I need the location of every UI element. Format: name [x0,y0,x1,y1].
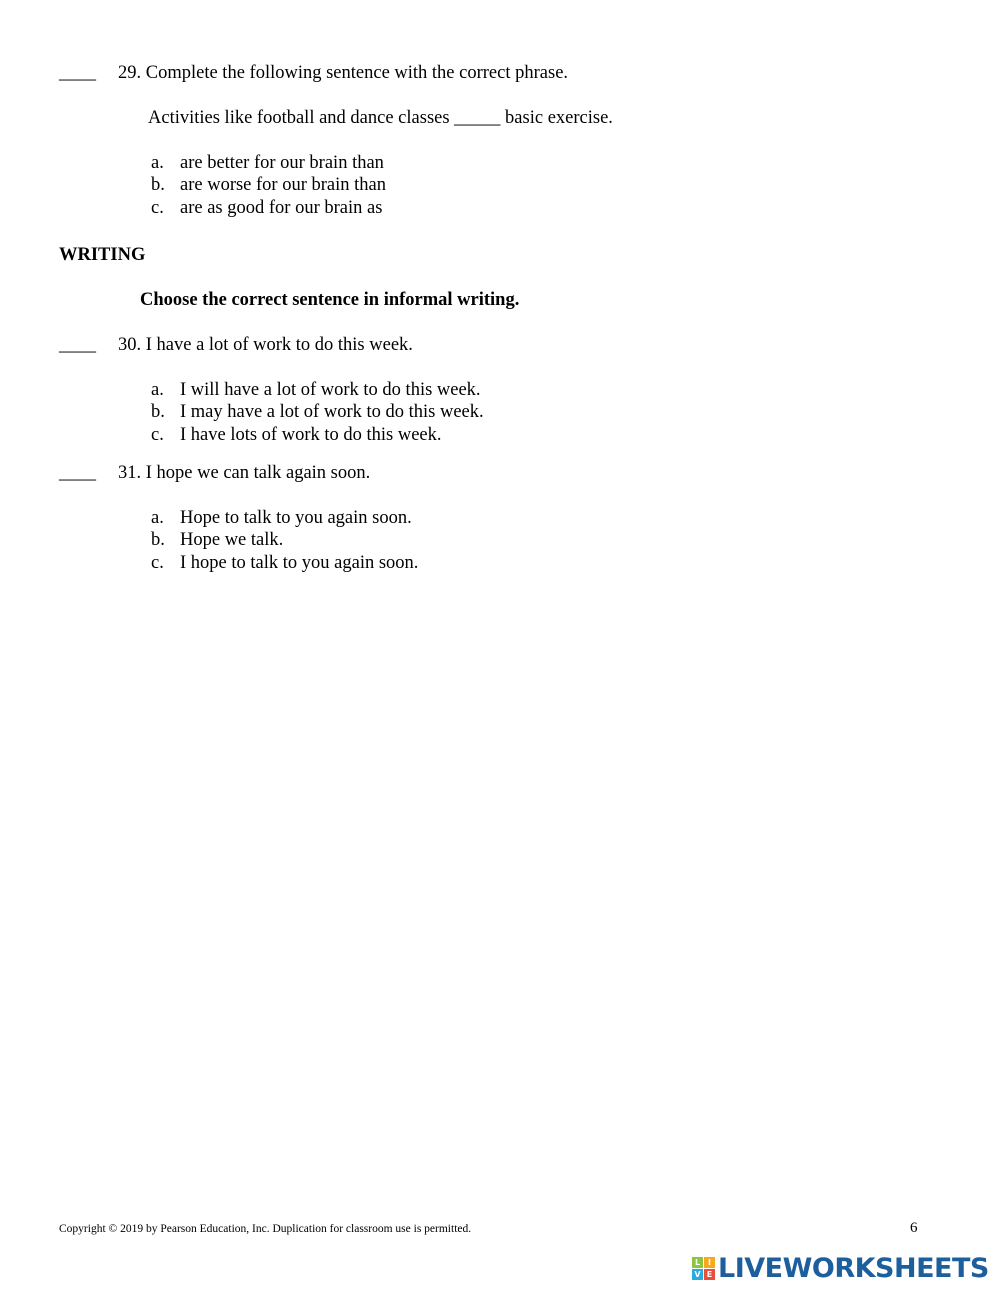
page-number: 6 [910,1220,918,1236]
question-29-sentence: Activities like football and dance classes _____ basic exercise. [148,108,613,128]
answer-blank-30[interactable]: ____ [59,335,96,355]
question-30-stem: 30. I have a lot of work to do this week. [118,335,413,355]
option-letter: c. [151,425,164,445]
logo-cubes-icon [692,1257,716,1281]
option-text: are as good for our brain as [180,198,383,218]
answer-blank-31[interactable]: ____ [59,463,96,483]
option-letter: c. [151,553,164,573]
section-heading: WRITING [59,245,146,265]
option-text: Hope we talk. [180,530,284,550]
liveworksheets-logo [692,1252,989,1286]
option-text: Hope to talk to you again soon. [180,508,412,528]
answer-blank-29[interactable]: ____ [59,63,96,83]
section-instruction: Choose the correct sentence in informal writing. [140,290,520,310]
option-text: are worse for our brain than [180,175,386,195]
option-text: I have lots of work to do this week. [180,425,442,445]
option-text: are better for our brain than [180,153,384,173]
option-letter: a. [151,153,164,173]
option-letter: b. [151,402,165,422]
logo-text: LIVEWORKSHEETS [718,1253,989,1284]
copyright-notice: Copyright © 2019 by Pearson Education, Inc. Duplication for classroom use is permitted. [59,1223,472,1235]
logo-cube: I [704,1257,715,1268]
logo-cube: V [692,1269,703,1280]
option-letter: b. [151,175,165,195]
logo-cube: E [704,1269,715,1280]
option-text: I will have a lot of work to do this week. [180,380,481,400]
option-letter: a. [151,380,164,400]
option-text: I hope to talk to you again soon. [180,553,419,573]
option-letter: c. [151,198,164,218]
option-text: I may have a lot of work to do this week. [180,402,484,422]
question-29-stem: 29. Complete the following sentence with the correct phrase. [118,63,569,83]
logo-cube: L [692,1257,703,1268]
option-letter: b. [151,530,165,550]
option-letter: a. [151,508,164,528]
question-31-stem: 31. I hope we can talk again soon. [118,463,371,483]
